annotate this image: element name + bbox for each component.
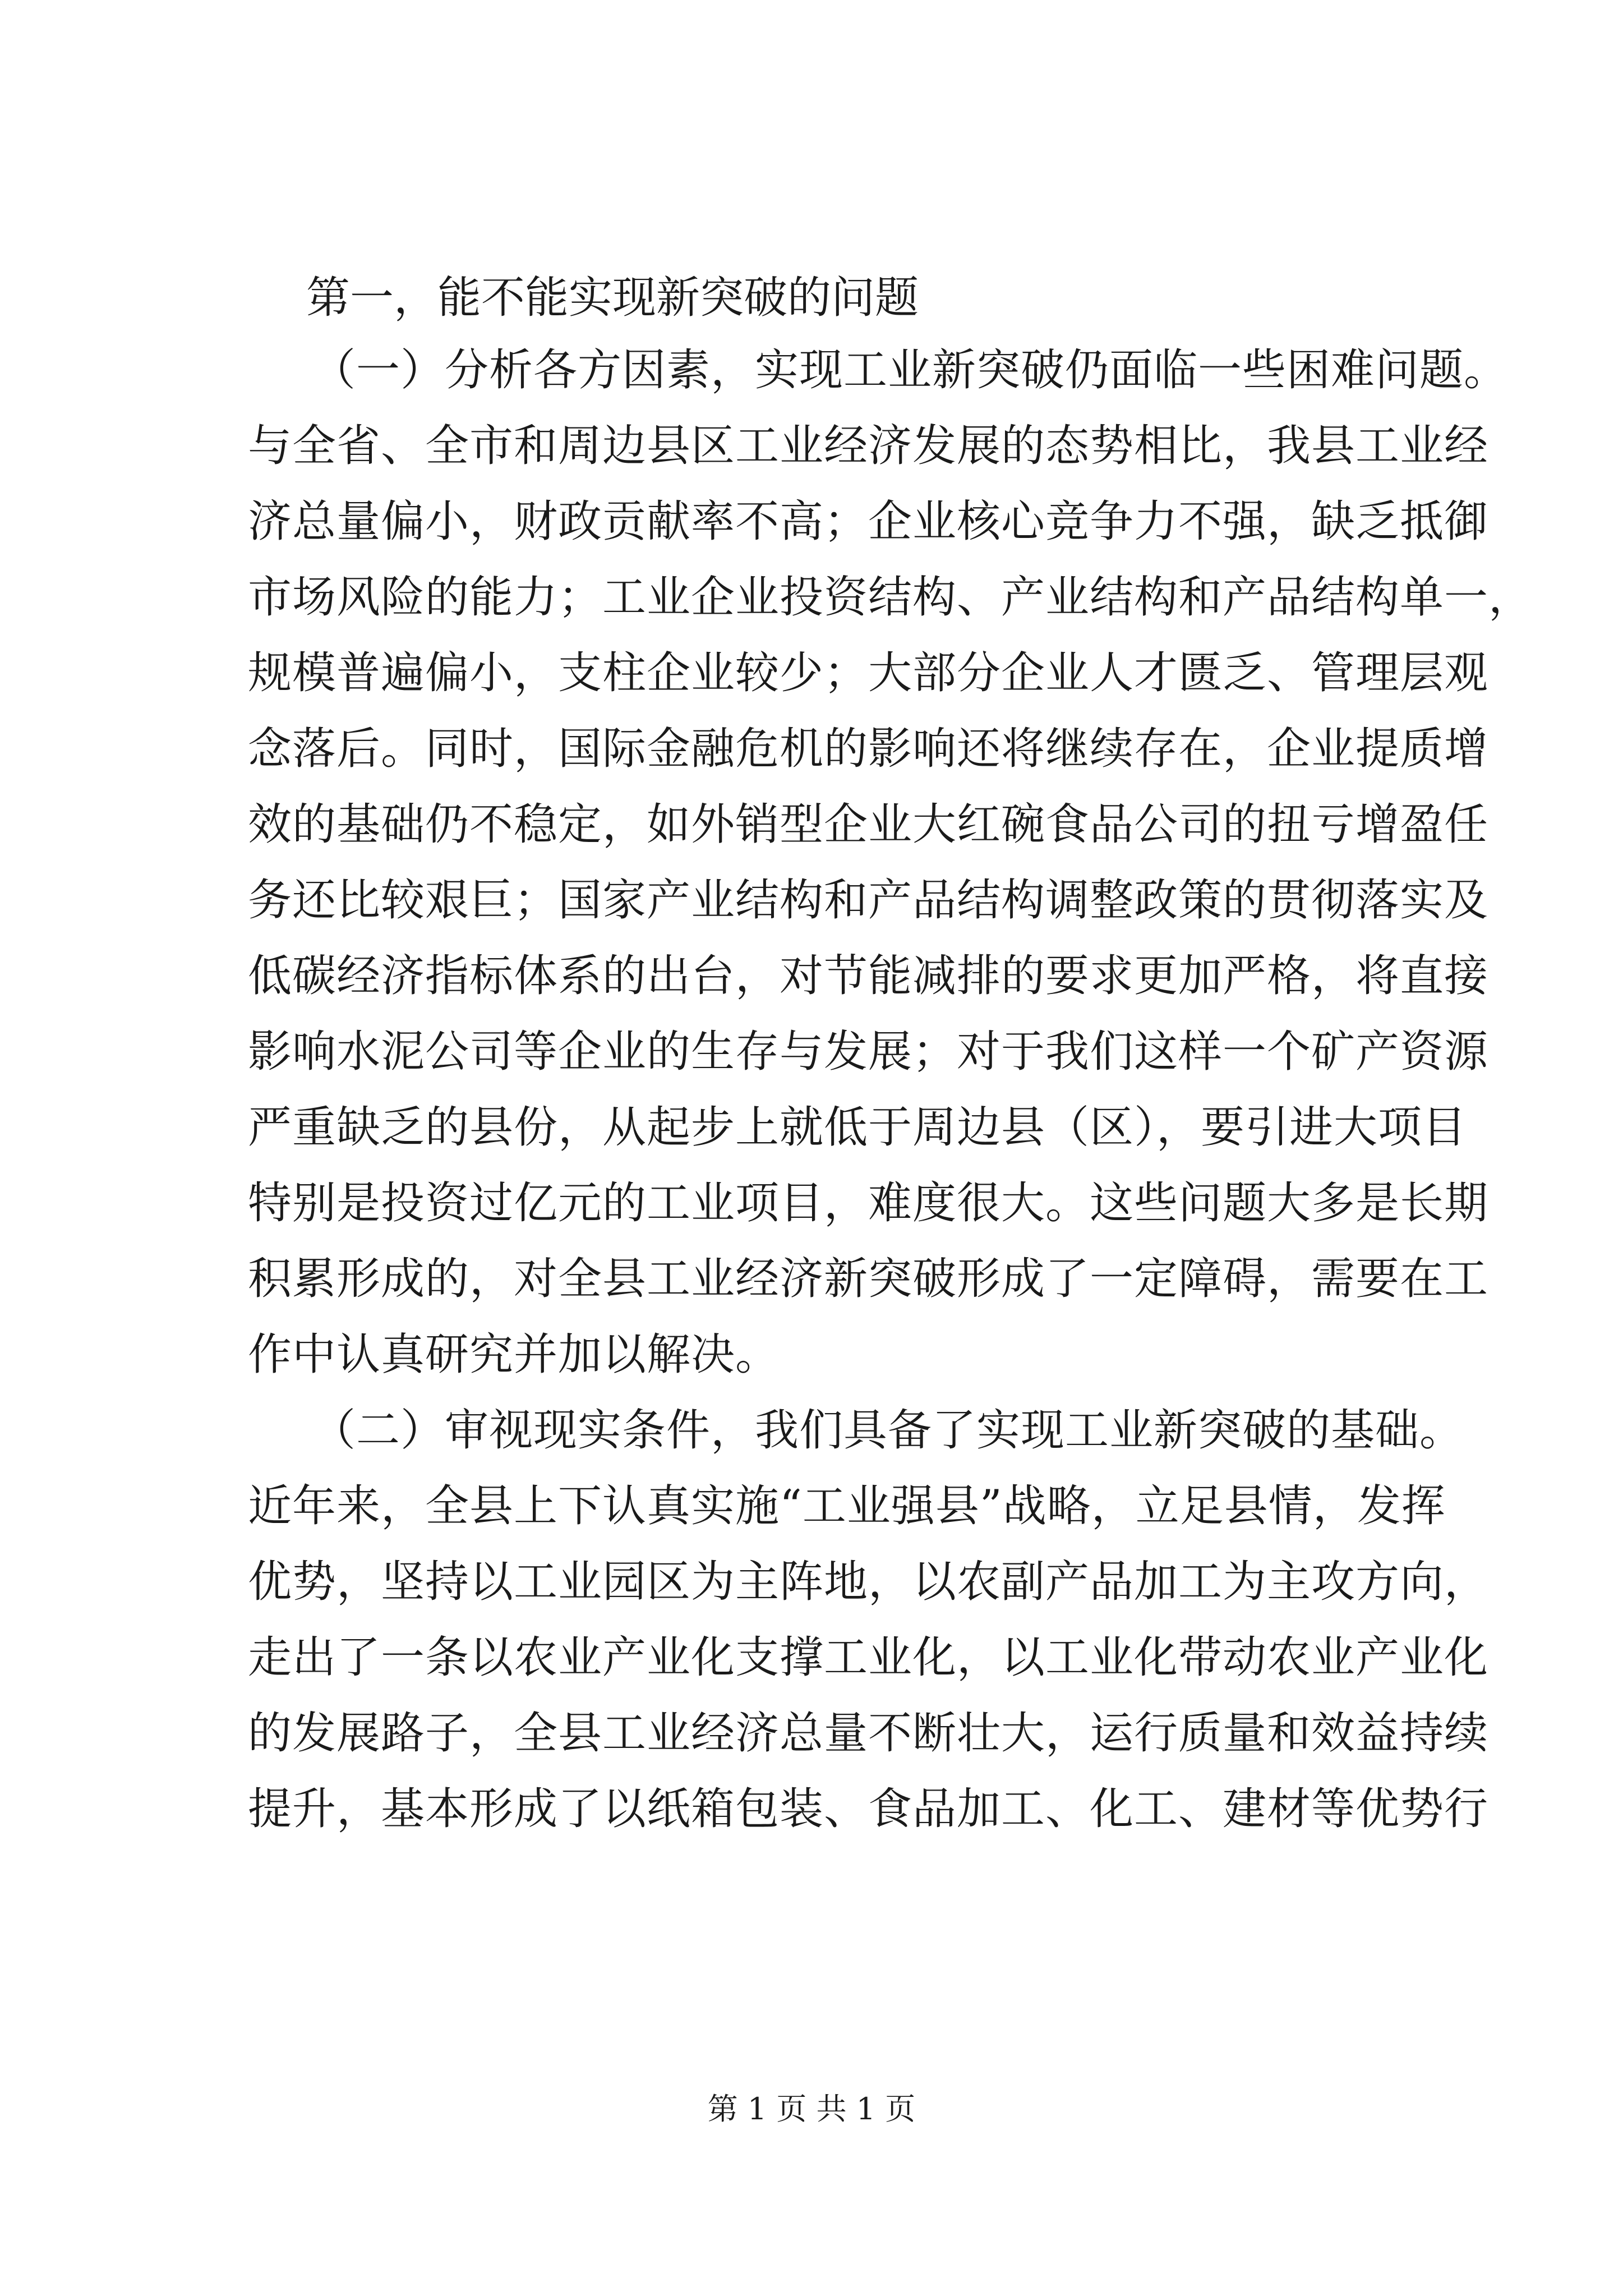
paragraph-line: 规模普遍偏小，支柱企业较少；大部分企业人才匮乏、管理层观 [248,648,1489,698]
paragraph-line: 与全省、全市和周边县区工业经济发展的态势相比，我县工业经 [248,421,1489,471]
paragraph-line: 低碳经济指标体系的出台，对节能减排的要求更加严格，将直接 [248,951,1489,1001]
paragraph-line: 市场风险的能力；工业企业投资结构、产业结构和产品结构单一， [248,572,1533,623]
paragraph-line: 严重缺乏的县份，从起步上就低于周边县（区），要引进大项目 [248,1102,1467,1153]
paragraph-line: 近年来，全县上下认真实施“工业强县”战略，立足县情，发挥 [248,1481,1446,1531]
paragraph-line: 提升，基本形成了以纸箱包装、食品加工、化工、建材等优势行 [248,1784,1489,1834]
paragraph-1 [248,333,1533,1393]
paragraph-line: 务还比较艰巨；国家产业结构和产品结构调整政策的贯彻落实及 [248,875,1489,926]
paragraph-line: （二）审视现实条件，我们具备了实现工业新突破的基础。 [312,1405,1464,1456]
paragraph-line: 影响水泥公司等企业的生存与发展；对于我们这样一个矿产资源 [248,1027,1489,1077]
paragraph-line: 济总量偏小，财政贡献率不高；企业核心竞争力不强，缺乏抵御 [248,496,1489,547]
document-body [248,264,1533,1847]
paragraph-line: （一）分析各方因素，实现工业新突破仍面临一些困难问题。 [312,345,1509,395]
page-footer: 第 1 页 共 1 页 [707,2091,916,2127]
paragraph-line: 作中认真研究并加以解决。 [248,1329,780,1380]
paragraph-line: 特别是投资过亿元的工业项目，难度很大。这些问题大多是长期 [248,1178,1489,1228]
paragraph-line: 效的基础仍不稳定，如外销型企业大红碗食品公司的扭亏增盈任 [248,799,1489,850]
paragraph-line: 积累形成的，对全县工业经济新突破形成了一定障碍，需要在工 [248,1254,1489,1304]
paragraph-line: 的发展路子，全县工业经济总量不断壮大，运行质量和效益持续 [248,1708,1489,1759]
paragraph-line: 优势，坚持以工业园区为主阵地，以农副产品加工为主攻方向， [248,1557,1489,1607]
paragraph-2 [248,1393,1489,1847]
section-heading: 第一，能不能实现新突破的问题 [306,273,919,323]
paragraph-line: 念落后。同时，国际金融危机的影响还将继续存在，企业提质增 [248,724,1489,774]
paragraph-line: 走出了一条以农业产业化支撑工业化，以工业化带动农业产业化 [248,1632,1489,1683]
